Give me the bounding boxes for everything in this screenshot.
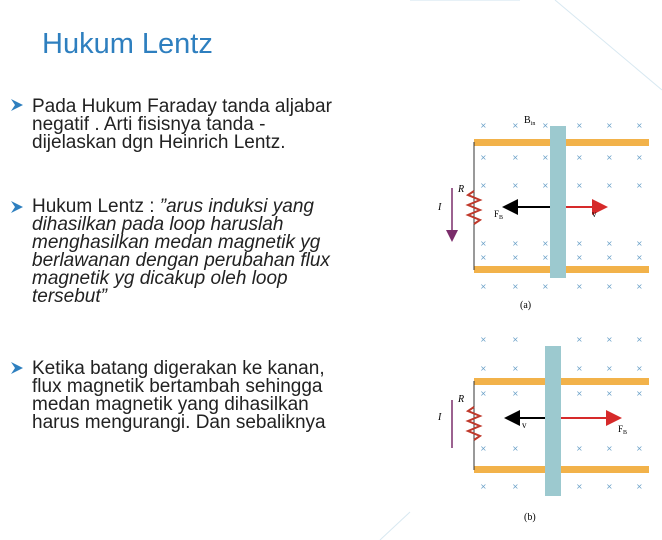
- field-cross-icon: ×: [480, 121, 487, 130]
- field-cross-icon: ×: [576, 253, 583, 262]
- field-cross-icon: ×: [636, 335, 643, 344]
- bullet-quote: ”arus induksi yang dihasilkan pada loop haruslah menghasilkan medan magnetik yg berlawanan dengan perubahan flux magnetik yg dicakup oleh loop tersebut”: [32, 196, 330, 307]
- force-label-a: $F_B$: [494, 209, 504, 221]
- field-cross-icon: ×: [512, 482, 519, 491]
- top-rail-b: [474, 378, 649, 385]
- field-cross-icon: ×: [480, 181, 487, 190]
- caption-a: (a): [520, 300, 532, 311]
- field-cross-icon: ×: [512, 444, 519, 453]
- field-cross-icon: ×: [480, 364, 487, 373]
- moving-bar-b: [545, 346, 561, 496]
- field-cross-icon: ×: [576, 282, 583, 291]
- field-cross-icon: ×: [636, 282, 643, 291]
- arrow-bullet-icon: [10, 361, 24, 375]
- slide-title: Hukum Lentz: [42, 28, 213, 60]
- field-cross-icon: ×: [606, 181, 613, 190]
- force-label-b: $F_B$: [618, 424, 628, 436]
- field-cross-icon: ×: [606, 121, 613, 130]
- field-cross-icon: ×: [606, 444, 613, 453]
- field-cross-icon: ×: [606, 389, 613, 398]
- field-cross-icon: ×: [576, 389, 583, 398]
- field-cross-icon: ×: [636, 364, 643, 373]
- bullet-text-1: Pada Hukum Faraday tanda aljabar negatif . Arti fisisnya tanda - dijelaskan dgn Heinrich Lentz.: [32, 96, 332, 153]
- bullet-text-2: [32, 198, 432, 306]
- field-cross-icon: ×: [542, 153, 549, 162]
- field-cross-icon: ×: [542, 253, 549, 262]
- arrow-bullet-icon: [10, 98, 24, 112]
- field-cross-icon: ×: [636, 444, 643, 453]
- field-cross-icon: ×: [636, 389, 643, 398]
- field-cross-icon: ×: [480, 482, 487, 491]
- field-cross-icon: ×: [480, 389, 487, 398]
- field-cross-icon: ×: [542, 282, 549, 291]
- field-cross-icon: ×: [480, 335, 487, 344]
- caption-b: (b): [524, 512, 536, 523]
- field-cross-icon: ×: [480, 444, 487, 453]
- field-cross-icon: ×: [542, 181, 549, 190]
- field-cross-icon: ×: [542, 239, 549, 248]
- field-cross-icon: ×: [512, 335, 519, 344]
- field-cross-icon: ×: [636, 253, 643, 262]
- field-cross-icon: ×: [576, 121, 583, 130]
- field-cross-icon: ×: [480, 239, 487, 248]
- field-cross-icon: ×: [480, 282, 487, 291]
- field-cross-icon: ×: [576, 181, 583, 190]
- resistor-label-a: R: [458, 184, 465, 195]
- current-label-a: I: [438, 202, 442, 213]
- field-cross-icon: ×: [606, 239, 613, 248]
- bottom-rail-b: [474, 466, 649, 473]
- field-cross-icon: ×: [512, 239, 519, 248]
- field-cross-icon: ×: [606, 364, 613, 373]
- field-cross-icon: ×: [636, 482, 643, 491]
- field-cross-icon: ×: [606, 153, 613, 162]
- field-cross-icon: ×: [512, 364, 519, 373]
- field-cross-icon: ×: [606, 282, 613, 291]
- field-cross-icon: ×: [576, 364, 583, 373]
- field-cross-icon: ×: [636, 239, 643, 248]
- field-cross-icon: ×: [636, 181, 643, 190]
- current-label-b: I: [438, 412, 442, 423]
- field-cross-icon: ×: [512, 153, 519, 162]
- velocity-label-a: v: [592, 209, 597, 219]
- field-cross-icon: ×: [606, 335, 613, 344]
- resistor-label-b: R: [458, 394, 465, 405]
- moving-bar-a: [550, 126, 566, 278]
- lentz-figure: [424, 96, 654, 540]
- velocity-label-b: v: [522, 420, 527, 430]
- bullet-text-3: Ketika batang digerakan ke kanan, flux magnetik bertambah sehingga medan magnetik yang dihasilkan harus mengurangi. Dan sebaliknya: [32, 358, 326, 433]
- field-cross-icon: ×: [512, 282, 519, 291]
- field-cross-icon: ×: [636, 153, 643, 162]
- field-cross-icon: ×: [512, 181, 519, 190]
- field-cross-icon: ×: [606, 253, 613, 262]
- field-cross-icon: ×: [636, 121, 643, 130]
- field-cross-icon: ×: [576, 153, 583, 162]
- field-cross-icon: ×: [480, 153, 487, 162]
- field-cross-icon: ×: [576, 444, 583, 453]
- bullet-lead: Hukum Lentz :: [32, 196, 160, 217]
- field-cross-icon: ×: [480, 253, 487, 262]
- field-cross-icon: ×: [512, 389, 519, 398]
- field-cross-icon: ×: [576, 239, 583, 248]
- field-cross-icon: ×: [512, 121, 519, 130]
- field-cross-icon: ×: [576, 482, 583, 491]
- field-cross-icon: ×: [606, 482, 613, 491]
- field-cross-icon: ×: [542, 121, 549, 130]
- field-cross-icon: ×: [512, 253, 519, 262]
- field-cross-icon: ×: [576, 335, 583, 344]
- arrow-bullet-icon: [10, 200, 24, 214]
- field-label-a: $B_{in}$: [524, 115, 536, 127]
